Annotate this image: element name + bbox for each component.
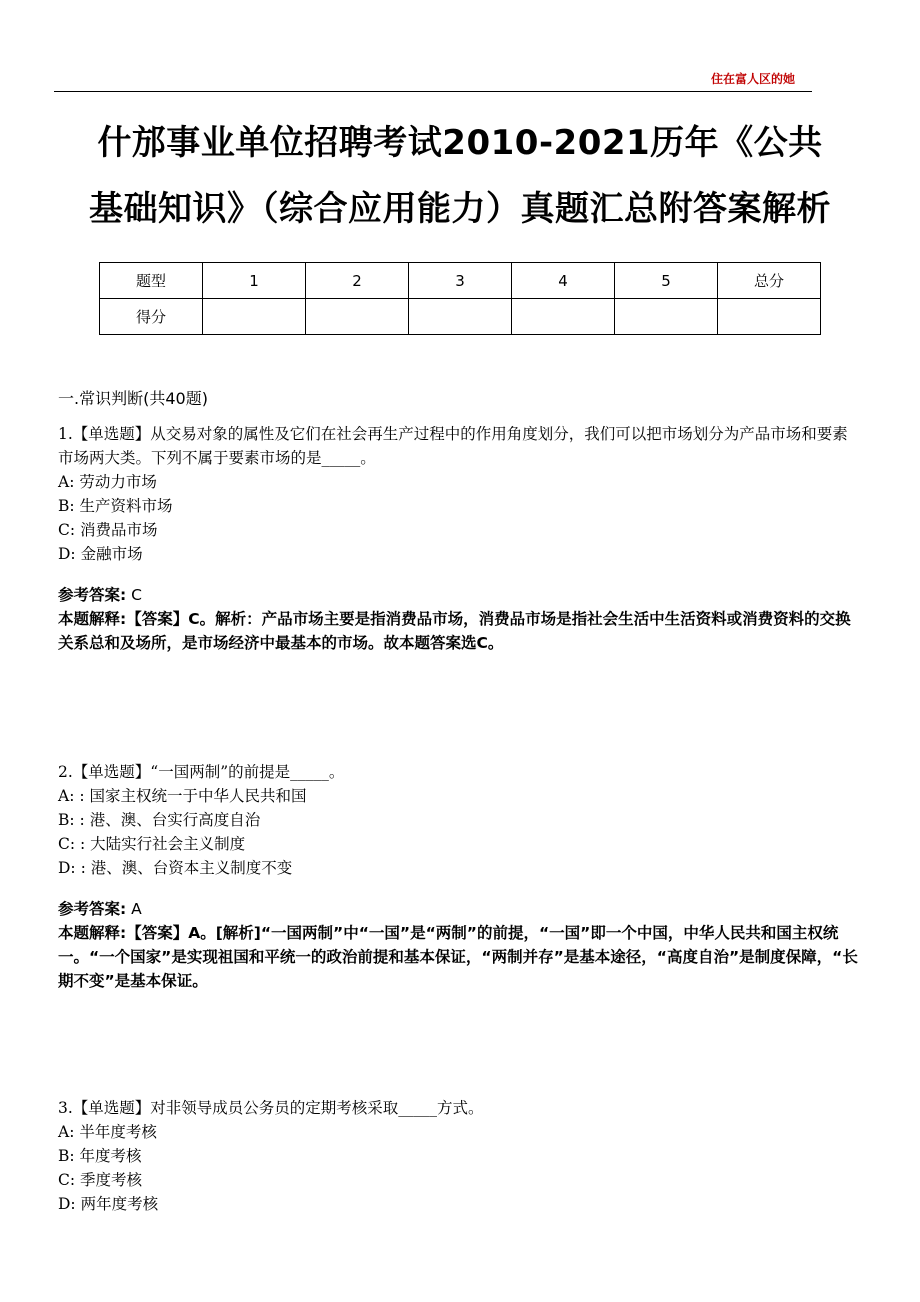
title-line-2: 基础知识》（综合应用能力）真题汇总附答案解析 xyxy=(89,189,831,229)
answer-value: A xyxy=(131,900,142,918)
option-c: C: 季度考核 xyxy=(58,1171,143,1189)
table-cell: 2 xyxy=(306,263,409,299)
table-cell: 4 xyxy=(512,263,615,299)
explain-text: 【答案】A。[解析]“一国两制”中“一国”是“两制”的前提，“一国”即一个中国，中华人民共和国主权统一。“一个国家”是实现祖国和平统一的政治前提和基本保证，“两制并存”是基本途径，“高度自治”是制度保障，“长期不变”是基本保证。 xyxy=(58,924,858,990)
option-a: A: 劳动力市场 xyxy=(58,473,157,491)
option-b: B: 年度考核 xyxy=(58,1147,142,1165)
question-stem: 2.【单选题】“一国两制”的前提是_____。 xyxy=(58,763,345,781)
score-table xyxy=(99,262,821,335)
score-input-cell[interactable] xyxy=(512,299,615,335)
table-cell: 题型 xyxy=(100,263,203,299)
answer-value: C xyxy=(131,586,142,604)
table-cell: 5 xyxy=(615,263,718,299)
explain-text: 【答案】C。解析：产品市场主要是指消费品市场，消费品市场是指社会生活中生活资料或消费资料的交换关系总和及场所，是市场经济中最基本的市场。故本题答案选C。 xyxy=(58,610,851,652)
question-3 xyxy=(58,1096,858,1216)
score-table-score-row xyxy=(100,299,821,335)
table-cell: 1 xyxy=(203,263,306,299)
question-stem: 3.【单选题】对非领导成员公务员的定期考核采取_____方式。 xyxy=(58,1099,484,1117)
answer-label: 参考答案: xyxy=(58,586,127,604)
question-2 xyxy=(58,760,858,993)
answer-label: 参考答案: xyxy=(58,900,127,918)
option-b: B: : 港、澳、台实行高度自治 xyxy=(58,811,261,829)
option-d: D: 两年度考核 xyxy=(58,1195,159,1213)
option-a: A: 半年度考核 xyxy=(58,1123,157,1141)
explain-label: 本题解释: xyxy=(58,610,127,628)
explanation xyxy=(58,607,858,655)
option-b: B: 生产资料市场 xyxy=(58,497,173,515)
header-divider xyxy=(54,91,812,92)
score-input-cell[interactable] xyxy=(203,299,306,335)
question-stem: 1.【单选题】从交易对象的属性及它们在社会再生产过程中的作用角度划分，我们可以把市场划分为产品市场和要素市场两大类。下列不属于要素市场的是_____。 xyxy=(58,425,848,467)
header-tag: 住在富人区的她 xyxy=(711,72,796,86)
score-table-header-row xyxy=(100,263,821,299)
score-input-cell[interactable] xyxy=(409,299,512,335)
table-cell: 总分 xyxy=(718,263,821,299)
option-c: C: : 大陆实行社会主义制度 xyxy=(58,835,246,853)
document-title xyxy=(40,110,880,242)
title-line-1: 什邡事业单位招聘考试2010-2021历年《公共 xyxy=(97,123,823,163)
score-input-cell[interactable] xyxy=(718,299,821,335)
score-input-cell[interactable] xyxy=(615,299,718,335)
table-cell: 3 xyxy=(409,263,512,299)
score-input-cell[interactable] xyxy=(306,299,409,335)
explain-label: 本题解释: xyxy=(58,924,127,942)
option-d: D: : 港、澳、台资本主义制度不变 xyxy=(58,859,293,877)
table-cell: 得分 xyxy=(100,299,203,335)
reference-answer xyxy=(58,583,858,607)
option-c: C: 消费品市场 xyxy=(58,521,158,539)
option-a: A: : 国家主权统一于中华人民共和国 xyxy=(58,787,307,805)
option-d: D: 金融市场 xyxy=(58,545,143,563)
section-heading: 一.常识判断(共40题) xyxy=(58,389,208,408)
question-1 xyxy=(58,422,858,655)
explanation xyxy=(58,921,858,993)
reference-answer xyxy=(58,897,858,921)
